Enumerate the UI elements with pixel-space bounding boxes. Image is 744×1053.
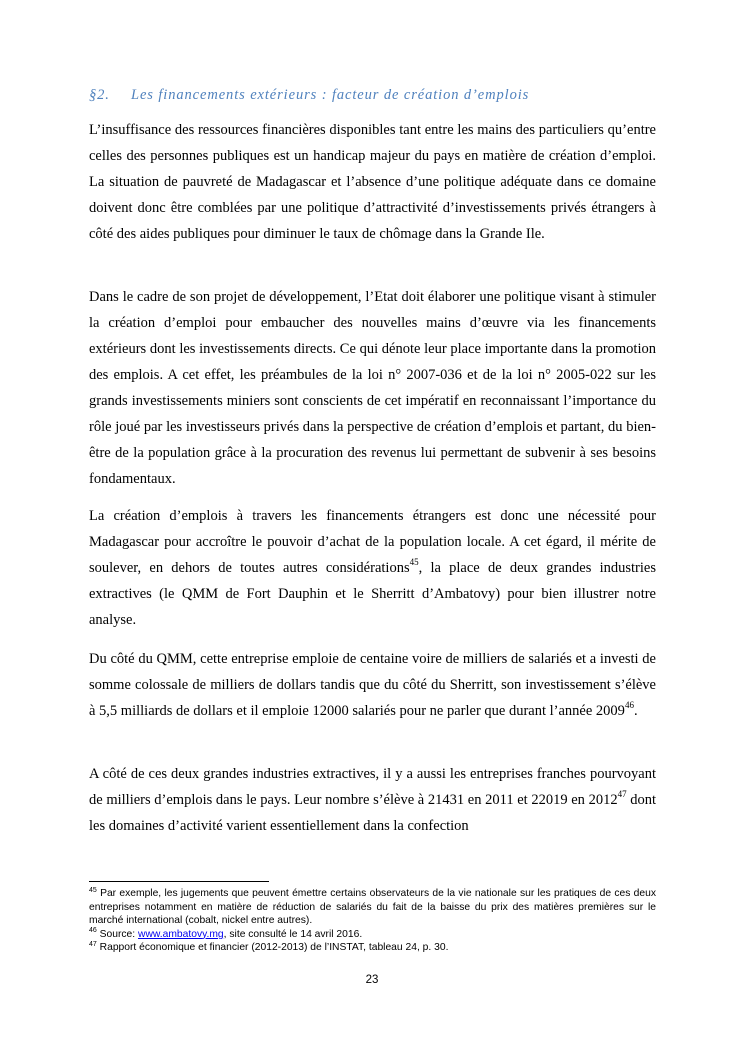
ambatovy-link[interactable]: www.ambatovy.mg <box>138 928 224 940</box>
paragraph-5-text-start: A côté de ces deux grandes industries extractives, il y a aussi les entreprises franches pourvoyant de milliers d’emplois dans le pays. Leur nombre s’élève à 21431 en 2011 et 22019 en 2012 <box>89 766 656 808</box>
paragraph-3 <box>89 503 656 633</box>
page-number: 23 <box>365 974 379 986</box>
paragraph-3-text-start: La création d’emplois à travers les financements étrangers est donc une nécessité pour Madagascar pour accroître le pouvoir d’achat de la population locale. A cet égard, il mérite de soulever, en dehors de toutes autres considérations <box>89 508 656 576</box>
paragraph-4-text-start: Du côté du QMM, cette entreprise emploie de centaine voire de milliers de salariés et a investi de somme colossale de milliers de dollars tandis que du côté du Sherritt, son investissement s’élève à 5,5 milliards de dollars et il emploie 12000 salariés pour ne parler que durant l’année 2009 <box>89 651 656 719</box>
paragraph-4-text-end: . <box>633 703 638 719</box>
footnote-ref-47[interactable]: 47 <box>617 789 627 800</box>
section-heading <box>89 87 669 104</box>
footnote-45 <box>89 887 656 928</box>
footnote-47 <box>89 941 656 955</box>
footnote-46-prefix: Source: <box>96 928 139 940</box>
paragraph-3-text-end: , la place de deux grandes industries extractives (le QMM de Fort Dauphin et le Sherritt d’Ambatovy) pour bien illustrer notre analyse. <box>89 560 656 628</box>
footnote-47-number: 47 <box>89 940 97 948</box>
paragraph-5 <box>89 761 656 839</box>
footnote-45-text: Par exemple, les jugements que peuvent émettre certains observateurs de la vie nationale sur les pratiques de ces deux entreprises notamment en matière de réduction de salariés du fait de la baisse du prix des matières premières sur le marché international (cobalt, nickel entre autres). <box>89 888 656 927</box>
section-title: Les financements extérieurs : facteur de création d’emplois <box>131 87 530 103</box>
footnote-46-number: 46 <box>89 927 97 935</box>
footnotes <box>89 887 656 955</box>
footnote-45-number: 45 <box>89 886 97 894</box>
footnote-separator <box>89 881 269 882</box>
paragraph-4 <box>89 646 656 724</box>
footnote-ref-45[interactable]: 45 <box>409 557 419 568</box>
footnote-46 <box>89 928 656 942</box>
section-number: §2. <box>89 87 110 103</box>
paragraph-5-text-end: dont les domaines d’activité varient essentiellement dans la confection <box>89 792 657 834</box>
paragraph-2: Dans le cadre de son projet de développement, l’Etat doit élaborer une politique visant à stimuler la création d’emploi pour embaucher des nouvelles mains d’œuvre via les financements extérieurs dont les investissements directs. Ce qui dénote leur place importante dans la promotion des emplois. A cet effet, les préambules de la loi n° 2007-036 et de la loi n° 2005-022 sur les grands investissements miniers sont conscients de cet impératif en reconnaissant l’importance du rôle joué par les investisseurs privés dans la perspective de création d’emplois et partant, du bien-être de la population grâce à la procuration des revenus lui permettant de subvenir à ses besoins fondamentaux. <box>89 289 656 487</box>
footnote-47-text: Rapport économique et financier (2012-2013) de l’INSTAT, tableau 24, p. 30. <box>96 942 449 954</box>
footnote-ref-46[interactable]: 46 <box>624 700 634 711</box>
footnote-46-suffix: , site consulté le 14 avril 2016. <box>223 928 363 940</box>
paragraph-1: L’insuffisance des ressources financières disponibles tant entre les mains des particuliers qu’entre celles des personnes publiques est un handicap majeur du pays en matière de création d’emploi. La situation de pauvreté de Madagascar et l’absence d’une politique adéquate dans ce domaine doivent donc être comblées par une politique d’attractivité d’investissements privés étrangers à côté des aides publiques pour diminuer le taux de chômage dans la Grande Ile. <box>89 122 656 242</box>
